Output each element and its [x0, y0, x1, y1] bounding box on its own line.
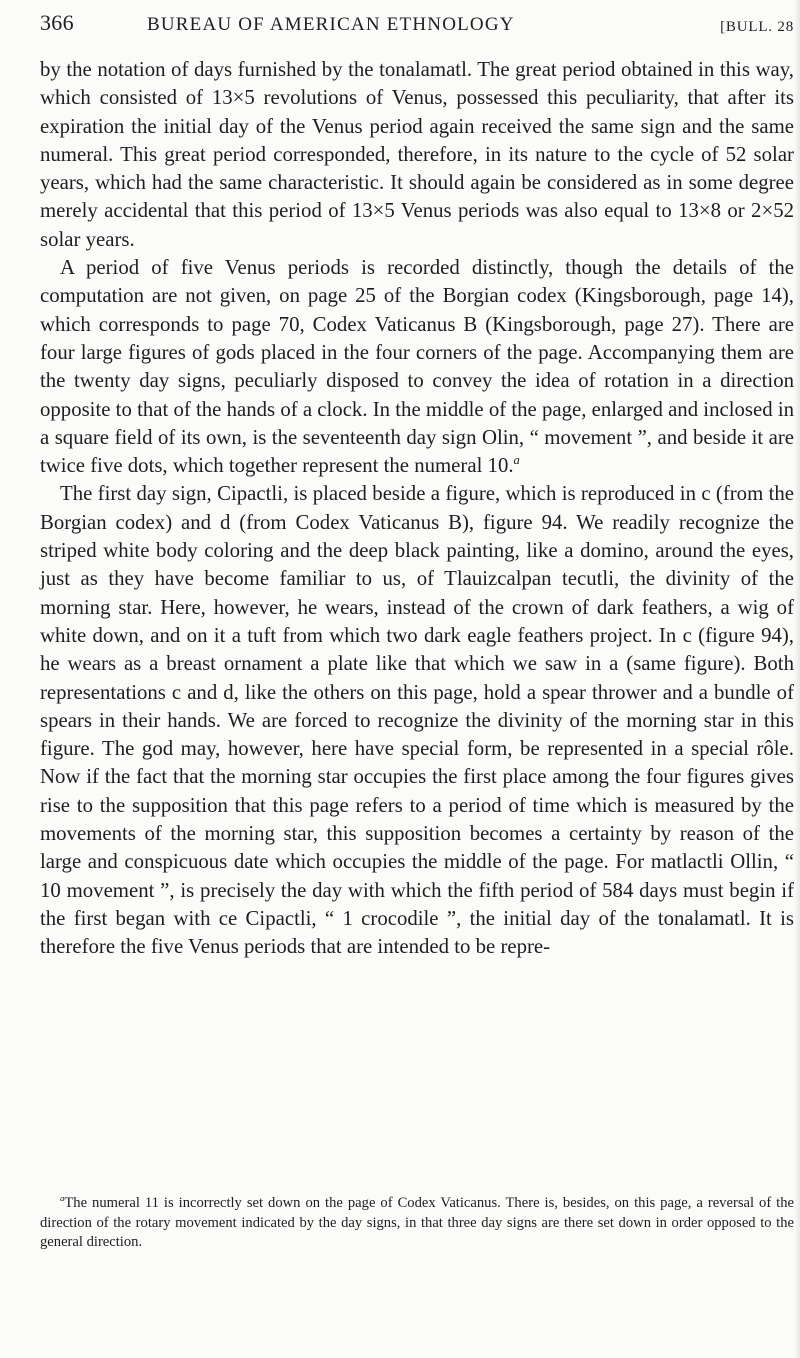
- paragraph-3: The first day sign, Cipactli, is placed beside a figure, which is reproduced in c (from the Borgian codex) and d (from Codex Vaticanus B), figure 94. We readily recognize the striped white body coloring and the deep black painting, like a domino, around the eyes, just as they have become familiar to us, of Tlauizcalpan tecutli, the divinity of the morning star. Here, however, he wears, instead of the crown of dark feathers, a wig of white down, and on it a tuft from which two dark eagle feathers project. In c (figure 94), he wears as a breast ornament a plate like that which we saw in a (same figure). Both representations c and d, like the others on this page, hold a spear thrower and a bundle of spears in their hands. We are forced to recognize the divinity of the morning star in this figure. The god may, however, here have special form, be represented in a special rôle. Now if the fact that the morning star occupies the first place among the four figures gives rise to the supposition that this page refers to a period of time which is measured by the movements of the morning star, this supposition becomes a certainty by reason of the large and conspicuous date which occupies the middle of the page. For matlactli Ollin, “ 10 movement ”, is precisely the day with which the fifth period of 584 days must begin if the first began with ce Cipactli, “ 1 crocodile ”, the initial day of the tonalamatl. It is therefore the five Venus periods that are intended to be repre-: [40, 482, 794, 959]
- running-head: [40, 6, 794, 36]
- running-title: BUREAU OF AMERICAN ETHNOLOGY: [147, 14, 515, 35]
- paragraph-2-text: A period of five Venus periods is recorded distinctly, though the details of the computation are not given, on page 25 of the Borgian codex (Kingsborough, page 14), which corresponds to page 70, Codex Vaticanus B (Kingsborough, page 27). There are four large figures of gods placed in the four corners of the page. Accompanying them are the twenty day signs, peculiarly disposed to convey the idea of rotation in a direction opposite to that of the hands of a clock. In the middle of the page, enlarged and inclosed in a square field of its own, is the seventeenth day sign Olin, “ movement ”, and beside it are twice five dots, which together represent the numeral 10.: [40, 256, 794, 478]
- footnote-text: The numeral 11 is incorrectly set down on the page of Codex Vaticanus. There is, besides, on this page, a reversal of the direction of the rotary movement indicated by the day signs, in that three day signs are there set down in order opposed to the general direction.: [40, 1195, 794, 1251]
- paragraph-1: by the notation of days furnished by the tonalamatl. The great period obtained in this way, which consisted of 13×5 revolutions of Venus, possessed this peculiarity, that after its expiration the initial day of the Venus period again received the same sign and the same numeral. This great period corresponded, therefore, in its nature to the cycle of 52 solar years, which had the same characteristic. It should again be considered as in some degree merely accidental that this period of 13×5 Venus periods was also equal to 13×8 or 2×52 solar years.: [40, 58, 794, 251]
- footnote-reference: a: [513, 453, 520, 468]
- page-edge-shadow: [794, 0, 800, 1358]
- footnote-marker: a: [60, 1193, 65, 1204]
- body-text: [40, 56, 794, 962]
- bulletin-label: [BULL. 28: [720, 19, 794, 35]
- footnote: [40, 1194, 794, 1253]
- paragraph-2: [40, 254, 794, 480]
- page-number: 366: [40, 10, 74, 35]
